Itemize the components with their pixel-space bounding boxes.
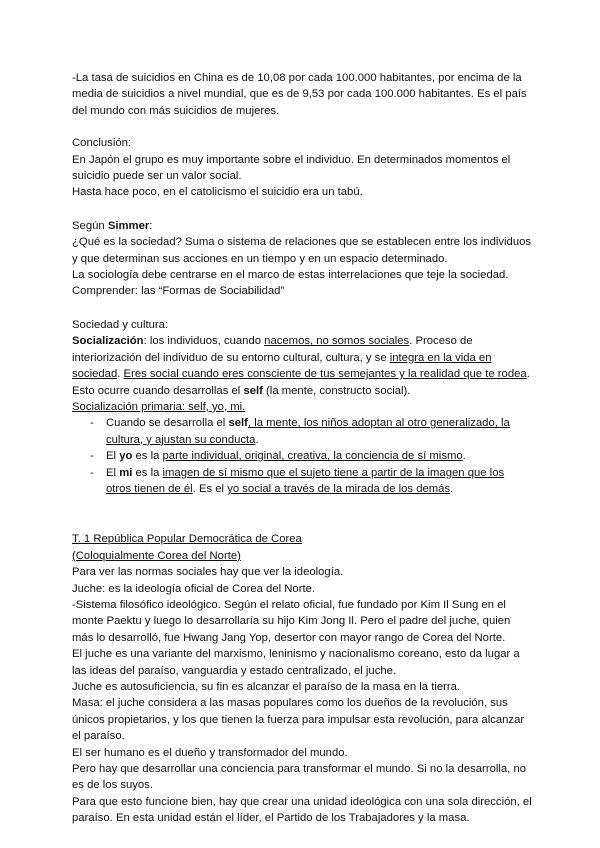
- simmer-name: Simmer: [107, 219, 150, 232]
- concept-list: [72, 415, 532, 497]
- corea-line: Pero hay que desarrollar una conciencia para transformar el mundo. Si no la desarrolla, no es de los suyos.: [72, 763, 527, 792]
- simmer-line: La sociología debe centrarse en el marco de estas interrelaciones que teje la sociedad.: [72, 269, 509, 282]
- corea-line: Juche es autosuficiencia, su fin es alcanzar el paraíso de la masa en la tierra.: [72, 681, 461, 693]
- corea-line: Juche: es la ideología oficial de Corea del Norte.: [72, 582, 316, 595]
- corea-line: El juche es una variante del marxismo, leninismo y nacionalismo coreano, esto da lugar a las ideas del paraíso, vanguardia y estado centralizado, el juche.: [72, 648, 520, 677]
- sociedad-heading: Sociedad y cultura:: [72, 318, 169, 331]
- corea-line: Para que esto funcione bien, hay que crear una unidad ideológica con una sola dirección, el paraíso. En esta unidad están el líder, el Partido de los Trabajadores y la masa.: [72, 795, 532, 825]
- simmer-line: Comprender: las “Formas de Sociabilidad”: [72, 285, 285, 298]
- socializacion-primaria: Socialización primaria: self, yo, mi.: [72, 400, 246, 413]
- conclusion-heading: Conclusión:: [72, 137, 132, 150]
- section-title: T. 1 República Popular Democrática de Corea: [72, 533, 302, 546]
- list-item: - Cuando se desarrolla el self, la mente, los niños adoptan al otro generalizado, la cultura, y ajustan su conducta.: [90, 417, 510, 446]
- list-item: - El mi es la imagen de sí mismo que el sujeto tiene a partir de la imagen que los otros tienen de él. Es el yo social a través de la mirada de los demás.: [90, 466, 505, 495]
- china-suicide-paragraph: -La tasa de suicidios en China es de 10,08 por cada 100.000 habitantes, por encima de la media de suicidios a nivel mundial, que es de 9,53 por cada 100.000 habitantes. Es el país del mundo con más suicidios de mujeres.: [72, 72, 527, 117]
- socializacion-paragraph: Socialización: los individuos, cuando nacemos, no somos sociales. Proceso de interiorización del individuo de su entorno cultural, cultura, y se integra en la vida en sociedad. Eres social cuando eres consciente de tus semejantes y la realidad que te rodea.: [72, 335, 530, 381]
- corea-line: El ser humano es el dueño y transformador del mundo.: [72, 746, 348, 759]
- conclusion-line: Hasta hace poco, en el catolicismo el suicidio era un tabú.: [72, 186, 363, 199]
- list-item: - El yo es la parte individual, original, creativa, la conciencia de sí mismo.: [90, 450, 466, 463]
- simmer-line: ¿Qué es la sociedad? Suma o sistema de relaciones que se establecen entre los individuos y que determinan sus acciones en un tiempo y en un espacio determinado.: [72, 236, 532, 265]
- document-body: [72, 70, 532, 827]
- socializacion-term: Socialización: [72, 335, 144, 348]
- corea-line: Masa: el juche considera a las masas populares como los dueños de la revolución, sus únicos propietarios, y los que tienen la fuerza para impulsar esta revolución, para alcanzar el paraíso.: [72, 697, 525, 743]
- simmer-heading: Según Simmer:: [72, 219, 153, 232]
- corea-line: Para ver las normas sociales hay que ver la ideología.: [72, 566, 344, 579]
- self-line: Esto ocurre cuando desarrollas el self (la mente, constructo social).: [72, 384, 411, 397]
- section-subtitle: (Coloquialmente Corea del Norte): [72, 549, 241, 562]
- conclusion-line: En Japón el grupo es muy importante sobre el individuo. En determinados momentos el suicidio puede ser un valor social.: [72, 153, 511, 183]
- corea-line: -Sistema filosófico ideológico. Según el relato oficial, fue fundado por Kim Il Sung en el monte Paektu y luego lo desarrollaría su hijo Kim Jong Il. Pero el padre del juche, quien más lo desarrolló, fue Hwang Jang Yop, desertor con mayor rango de Corea del Norte.: [72, 598, 511, 644]
